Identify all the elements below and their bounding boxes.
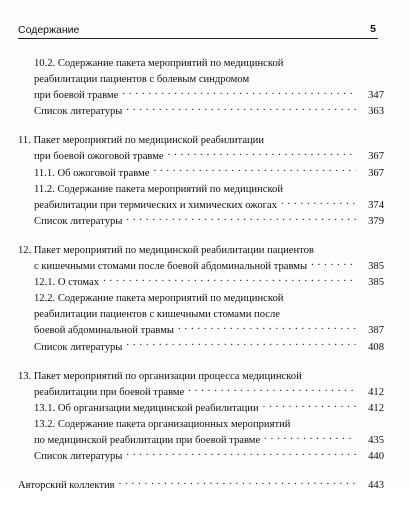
dot-leader [168, 149, 356, 159]
toc-entry-text: с кишечными стомами после боевой абдоминальной травмы [34, 261, 308, 273]
toc-page-number: 367 [368, 151, 384, 163]
toc-section-authors [18, 478, 384, 494]
dot-leader [126, 340, 356, 350]
dot-leader [122, 88, 356, 98]
toc-entry-text: Авторский коллектив [18, 480, 115, 492]
running-head-title: Содержание [18, 24, 80, 36]
toc-section-11 [18, 133, 384, 230]
toc-entry-11[interactable] [18, 149, 384, 165]
toc-entry-text: 11. Пакет мероприятий по медицинской реабилитации [18, 135, 265, 147]
dot-leader [126, 104, 356, 114]
dot-leader [126, 449, 356, 459]
dot-leader [264, 433, 356, 443]
toc-entry-text: реабилитации пациентов с кишечными стомами после [34, 309, 280, 321]
toc-entry-text: 12. Пакет мероприятий по медицинской реабилитации пациентов [18, 244, 314, 256]
toc-entry-11-1[interactable] [18, 166, 384, 182]
toc-entry-authors[interactable] [18, 478, 384, 494]
toc-entry-text: Список литературы [34, 451, 123, 463]
toc-entry-12-1[interactable] [18, 275, 384, 291]
toc-entry-13-2[interactable] [18, 433, 384, 449]
dot-leader [126, 214, 356, 224]
toc-page-number: 374 [368, 199, 384, 211]
toc-page-number: 412 [368, 386, 384, 398]
dot-leader [281, 198, 356, 208]
toc-page-number: 443 [368, 480, 384, 492]
toc-entry-text: реабилитации при боевой травме [34, 386, 185, 398]
toc-entry-text: Список литературы [34, 215, 123, 227]
toc-entry-text: 11.2. Содержание пакета мероприятий по медицинской [34, 183, 284, 195]
toc-entry-text: Список литературы [34, 106, 123, 118]
table-of-contents [18, 56, 384, 507]
toc-entry-references[interactable] [18, 214, 384, 230]
running-head [18, 22, 378, 39]
page-number: 5 [370, 23, 376, 35]
toc-page-number: 367 [368, 167, 384, 179]
toc-entry-references[interactable] [18, 104, 384, 120]
dot-leader [178, 323, 356, 333]
dot-leader [311, 259, 356, 269]
dot-leader [263, 401, 356, 411]
toc-entry-12-2[interactable] [18, 323, 384, 339]
toc-page-number: 347 [368, 90, 384, 102]
toc-entry-text: реабилитации при термических и химических ожогах [34, 199, 277, 211]
toc-page-number: 379 [368, 215, 384, 227]
toc-entry-references[interactable] [18, 449, 384, 465]
toc-entry-text: реабилитации пациентов с болевым синдромом [34, 74, 250, 86]
toc-page-number: 440 [368, 451, 384, 463]
dot-leader [188, 385, 356, 395]
toc-entry-text: 11.1. Об ожоговой травме [34, 167, 150, 179]
toc-page-number: 385 [368, 277, 384, 289]
toc-entry-references[interactable] [18, 340, 384, 356]
toc-entry-text: 13. Пакет мероприятий по организации процесса медицинской [18, 370, 302, 382]
toc-entry-text: 10.2. Содержание пакета мероприятий по медицинской [34, 58, 284, 69]
toc-page-number: 412 [368, 402, 384, 414]
toc-section-12 [18, 243, 384, 356]
toc-page-number: 408 [368, 341, 384, 353]
toc-entry-10-2[interactable] [18, 88, 384, 104]
toc-entry-text: 13.2. Содержание пакета организационных мероприятий [34, 418, 291, 430]
toc-entry-text: при боевой травме [34, 90, 119, 102]
toc-entry-text: при боевой ожоговой травме [34, 151, 164, 163]
toc-entry-11-2[interactable] [18, 198, 384, 214]
toc-page-number: 435 [368, 434, 384, 446]
toc-section-13 [18, 369, 384, 466]
toc-page-number: 385 [368, 261, 384, 273]
toc-entry-13[interactable] [18, 385, 384, 401]
dot-leader [153, 166, 356, 176]
toc-entry-text: 12.2. Содержание пакета мероприятий по медицинской [34, 293, 284, 305]
toc-entry-text: боевой абдоминальной травмы [34, 325, 175, 337]
dot-leader [119, 478, 356, 488]
toc-page-number: 363 [368, 106, 384, 118]
toc-page-number: 387 [368, 325, 384, 337]
toc-entry-text: Список литературы [34, 341, 123, 353]
toc-entry-text: 12.1. О стомах [34, 277, 100, 289]
dot-leader [103, 275, 356, 285]
toc-entry-text: по медицинской реабилитации при боевой травме [34, 434, 261, 446]
toc-entry-text: 13.1. Об организации медицинской реабилитации [34, 402, 259, 414]
toc-entry-13-1[interactable] [18, 401, 384, 417]
toc-section-10 [18, 56, 384, 120]
toc-entry-12[interactable] [18, 259, 384, 275]
